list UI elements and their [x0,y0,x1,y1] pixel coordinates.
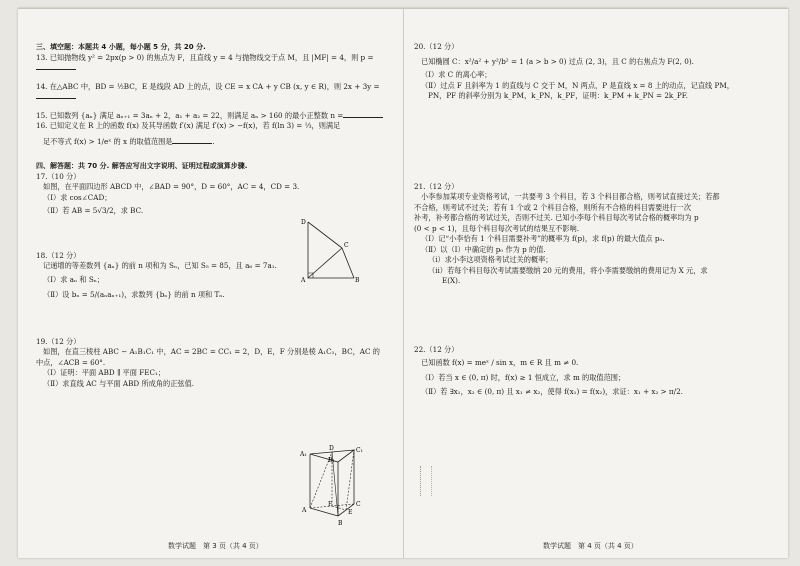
svg-text:A₁: A₁ [300,451,307,458]
svg-text:A: A [301,277,306,284]
svg-text:D: D [301,219,306,226]
q18-title: 18.（12 分） [36,250,81,260]
svg-text:C₁: C₁ [356,447,363,454]
q22-title: 22.（12 分） [414,344,459,354]
section-4-header: 四、解答题：共 70 分. 解答应写出文字说明、证明过程或演算步骤. [36,162,248,170]
question-14: 14. 在△ABC 中，BD = ½BC，E 是线段 AD 上的点，设 CE = x CA + y CB (x, y ∈ R)，则 2x + 3y = [36,82,388,103]
svg-text:E: E [348,509,353,516]
q21-stem: 小李参加某项专业资格考试，一共要考 3 个科目，若 3 个科目都合格，则考试直接过关；若都 [421,192,720,201]
page-3-footer: 数学试题 第 3 页（共 4 页） [168,542,263,550]
q19-part-2: （Ⅱ）求直线 AC 与平面 ABD 所成角的正弦值. [43,378,195,388]
q20-part-2: （Ⅱ）过点 F 且斜率为 1 的直线与 C 交于 M，N 两点，P 是直线 x = 8 上的动点，记直线 PM， [421,80,734,90]
q19-stem: 如图，在直三棱柱 ABC − A₁B₁C₁ 中，AC = 2BC = CC₁ = 2，D，E，F 分别是棱 A₁C₁，BC，AC 的 [43,347,380,356]
question-15: 15. 已知数列 {aₙ} 满足 aₙ₊₁ = 3aₙ + 2，a₁ + a₂ = 22，则满足 aₙ > 160 的最小正整数 n = [36,111,388,122]
q18-part-2: （Ⅱ）设 bₙ = 5/(aₙaₙ₊₁)，求数列 {bₙ} 的前 n 项和 Tₙ. [43,290,225,299]
question-13: 13. 已知抛物线 y² = 2px(p > 0) 的焦点为 F，且直线 y = 4 与抛物线交于点 M，且 |MF| = 4，则 p = [36,53,388,74]
q21-part-2-ii-cont: E(X). [442,276,461,285]
q21-part-2-ii: （ⅱ）若每个科目每次考试需要缴纳 20 元的费用，将小李需要缴纳的费用记为 X 元，求 [428,265,708,275]
q21-title: 21.（12 分） [414,181,459,191]
question-16-cont: 足不等式 f(x) > 1/eˣ 的 x 的取值范围是 . [43,136,215,146]
svg-text:C: C [344,242,349,249]
q21-stem-4: (0 < p < 1)，且每个科目每次考试的结果互不影响. [414,223,580,233]
q18-part-1: （Ⅰ）求 aₙ 和 Sₙ； [43,274,105,284]
q21-part-2: （Ⅱ）以（Ⅰ）中确定的 p₀ 作为 p 的值. [421,244,546,254]
q22-part-1: （Ⅰ）若当 x ∈ (0, π) 时，f(x) ≥ 1 恒成立，求 m 的取值范围； [421,372,626,382]
svg-text:A: A [302,507,307,514]
svg-text:B: B [338,520,343,527]
q17-part-1: （Ⅰ）求 cos∠CAD； [43,192,112,202]
q21-part-2-i: （ⅰ）求小李这项资格考试过关的概率； [428,255,553,264]
scan-marks [420,466,432,496]
svg-text:B₁: B₁ [328,457,335,464]
q20-title: 20.（12 分） [414,42,459,51]
center-fold [403,8,404,558]
question-16: 16. 已知定义在 R 上的函数 f(x) 及其导函数 f′(x) 满足 f′(x) > −f(x)，若 f(ln 3) = ⅓，则满足 [36,121,341,130]
section-3-header: 三、填空题：本题共 4 小题，每小题 5 分，共 20 分. [36,43,206,51]
q21-part-1: （Ⅰ）记“小李恰有 1 个科目需要补考”的概率为 f(p)，求 f(p) 的最大值点 p₀. [421,234,665,243]
q21-stem-3: 补考，补考都合格的考试过关，否则不过关. 已知小李每个科目每次考试合格的概率均为 p [414,213,699,222]
q17-title: 17.（10 分） [36,171,81,181]
q21-stem-2: 不合格，则考试不过关；若有 1 个或 2 个科目合格，则所有不合格的科目需要进行一次 [414,202,692,212]
q20-part-2-cont: PN，PF 的斜率分别为 k_PM，k_PN，k_PF，证明：k_PM + k_PN = 2k_PF. [428,91,688,100]
q20-part-1: （Ⅰ）求 C 的离心率； [421,70,492,79]
q19-stem-cont: 中点，∠ACB = 60°. [36,357,106,367]
page-4-column [414,42,774,398]
q19-title: 19.（12 分） [36,336,81,346]
q22-part-2: （Ⅱ）若 ∃x₁，x₂ ∈ (0, π) 且 x₁ ≠ x₂，使得 f(x₁) = f(x₂)，求证：x₁ + x₂ > π/2. [421,387,683,396]
exam-sheet [18,8,788,558]
svg-text:C: C [356,501,361,508]
q17-part-2: （Ⅱ）若 AB = 5√3/2，求 BC. [43,206,144,215]
q18-stem: 记递增的等差数列 {aₙ} 的前 n 项和为 Sₙ，已知 S₅ = 85，且 a₆ = 7a₁. [43,261,277,270]
q19-part-1: （Ⅰ）证明：平面 ABD ∥ 平面 FEC₁； [43,368,166,377]
page-4-footer: 数学试题 第 4 页（共 4 页） [543,542,638,550]
svg-text:D: D [329,445,334,452]
q19-figure-prism [298,444,378,530]
q17-figure-quadrilateral [300,216,364,284]
svg-text:B: B [355,277,360,284]
q17-stem: 如图，在平面四边形 ABCD 中，∠BAD = 90°，D = 60°，AC = 4，CD = 3. [43,182,300,191]
q20-stem: 已知椭圆 C：x²/a² + y²/b² = 1 (a > b > 0) 过点 (2, 3)，且 C 的右焦点为 F(2, 0). [421,56,694,66]
svg-text:F: F [328,501,333,508]
q22-stem: 已知函数 f(x) = meˣ / sin x，m ∈ R 且 m ≠ 0. [421,358,579,367]
